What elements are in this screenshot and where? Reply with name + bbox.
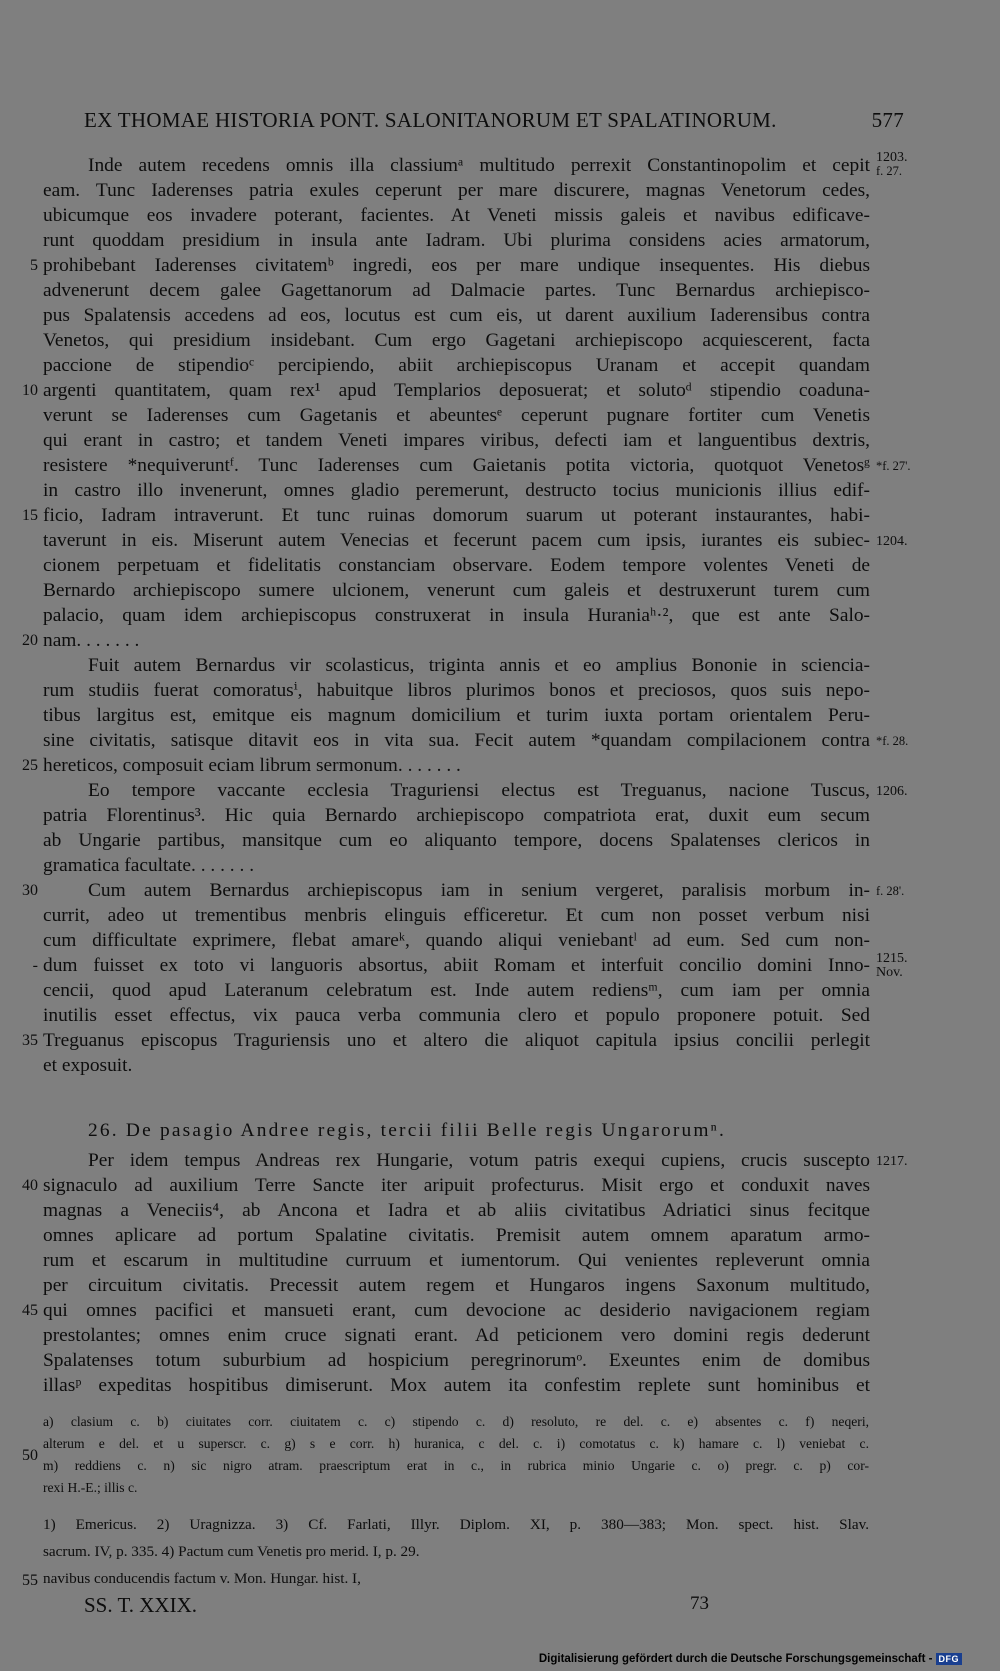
line-number: 25 xyxy=(22,757,38,774)
text-line: Fuit autem Bernardus vir scolasticus, triginta annis et eo amplius Bononie in sciencia- xyxy=(88,655,870,676)
line-number: 50 xyxy=(22,1447,38,1464)
margin-folio: *f. 27'. xyxy=(876,459,911,473)
text-line: ficio, Iadram intraverunt. Et tunc ruinas domorum suarum ut poterant instaurantes, habi- xyxy=(43,505,870,526)
margin-date: 1203. xyxy=(876,150,908,165)
line-number: 10 xyxy=(22,382,38,399)
dfg-logo: DFG xyxy=(936,1653,963,1665)
line-number: 5 xyxy=(30,257,38,274)
footnote-line: sacrum. IV, p. 335. 4) Pactum cum Venetis pro merid. I, p. 29. xyxy=(43,1543,420,1560)
text-line: argenti quantitatem, quam rex¹ apud Templarios deposuerat; et solutoᵈ stipendio coaduna- xyxy=(43,380,870,401)
text-line: patria Florentinus³. Hic quia Bernardo archiepiscopo compatriota erat, duxit eum secum xyxy=(43,805,870,826)
margin-date: Nov. xyxy=(876,965,903,980)
text-line: signaculo ad auxilium Terre Sancte iter aripuit profecturus. Misit ergo et conduxit naves xyxy=(43,1175,870,1196)
text-line: rum studiis fuerat comoratusⁱ, habuitque libros plurimos bonos et preciosos, quos suis nepo- xyxy=(43,680,870,701)
line-number: 15 xyxy=(22,507,38,524)
line-number: 40 xyxy=(22,1177,38,1194)
text-line: cencii, quod apud Lateranum celebratum est. Inde autem rediensᵐ, cum iam per omnia xyxy=(43,980,870,1001)
line-number: - xyxy=(32,957,38,974)
text-line: gramatica facultate. . . . . . . xyxy=(43,855,255,876)
text-line: ab Ungarie partibus, mansitque cum eo aliquanto tempore, docens Spalatenses clericos in xyxy=(43,830,870,851)
line-number: 20 xyxy=(22,632,38,649)
text-line: Inde autem recedens omnis illa classiumᵃ multitudo perrexit Constantinopolim et cepit xyxy=(88,155,870,176)
header-title: EX THOMAE HISTORIA PONT. SALONITANORUM ET SPALATINORUM. xyxy=(84,108,777,132)
line-number: 30 xyxy=(22,882,38,899)
text-line: cum difficultate exprimere, flebat amareᵏ, quando aliqui veniebantˡ ad eum. Sed cum non- xyxy=(43,930,870,951)
text-line: prestolantes; omnes enim cruce signati erant. Ad peticionem vero domini regis dederunt xyxy=(43,1325,870,1346)
text-line: pus Spalatensis accedens ad eos, locutus est cum eis, ut darent auxilium Iaderensibus contra xyxy=(43,305,870,326)
text-line: et exposuit. xyxy=(43,1055,133,1076)
text-line: palacio, quam idem archiepiscopus construxerat in insula Huraniaʰ·², que est ante Salo- xyxy=(43,605,870,626)
text-line: in castro illo invenerunt, omnes gladio peremerunt, destructo tocius municionis illius edif- xyxy=(43,480,870,501)
text-line: Eo tempore vaccante ecclesia Traguriensi electus est Treguanus, nacione Tuscus, xyxy=(88,780,870,801)
text-line: qui erant in castro; et tandem Veneti impares viribus, defecti iam et languentibus dextris, xyxy=(43,430,870,451)
text-line: Cum autem Bernardus archiepiscopus iam in senium vergeret, paralisis morbum in- xyxy=(88,880,870,901)
text-line: taverunt in eis. Miserunt autem Venecias et fecerunt pacem cum ipsis, iurantes eis subiec- xyxy=(43,530,870,551)
margin-folio: *f. 28. xyxy=(876,734,909,748)
apparatus-line: a) clasium c. b) ciuitates corr. ciuitatem c. c) stipendo c. d) resoluto, re del. c. e) absentes c. f) neqeri, xyxy=(43,1414,869,1429)
apparatus-line: alterum e del. et u superscr. c. g) s e corr. h) huranica, c del. c. i) comotatus c. k) hamare c. l) veniebat c. xyxy=(43,1436,869,1451)
sheet-number: 73 xyxy=(690,1593,709,1614)
text-line: prohibebant Iaderenses civitatemᵇ ingredi, eos per mare undique insequentes. His diebus xyxy=(43,255,870,276)
line-number: 45 xyxy=(22,1302,38,1319)
text-line: dum fuisset ex toto vi languoris absortus, abiit Romam et interfuit concilio domini Inno- xyxy=(43,955,870,976)
digitization-credit xyxy=(539,1653,962,1665)
margin-date: 1215. xyxy=(876,951,908,966)
text-line: Per idem tempus Andreas rex Hungarie, votum patris exequi cupiens, crucis suscepto xyxy=(88,1150,870,1171)
margin-folio: f. 27. xyxy=(876,164,903,178)
credit-text: Digitalisierung gefördert durch die Deutsche Forschungsgemeinschaft - xyxy=(538,1653,933,1665)
text-line: Venetos, qui presidium insidebant. Cum ergo Gagetani archiepiscopo acquiescerent, facta xyxy=(43,330,870,351)
text-line: ubicumque eos invadere poterant, facientes. At Veneti missis galeis et navibus edificave- xyxy=(43,205,870,226)
text-line: rum et escarum in multitudine curruum et iumentorum. Qui venientes repleverunt omnia xyxy=(43,1250,870,1271)
text-line: paccione de stipendioᶜ percipiendo, abiit archiepiscopus Uranam et accepit quandam xyxy=(43,355,870,376)
footnote-line: navibus conducendis factum v. Mon. Hungar. hist. I, xyxy=(43,1570,361,1587)
text-line: inutilis esset effectus, vix pauca verba communia clero et populo proponere potuit. Sed xyxy=(43,1005,870,1026)
text-line: advenerunt decem galee Gagettanorum ad Dalmacie partes. Tunc Bernardus archiepisco- xyxy=(43,280,870,301)
text-line: sine civitatis, satisque ditavit eos in vita sua. Fecit autem *quandam compilacionem contra xyxy=(43,730,870,751)
text-line: Bernardo archiepiscopo sumere ulcionem, venerunt cum galeis et destruxerunt turem cum xyxy=(43,580,870,601)
line-number: 55 xyxy=(22,1572,38,1589)
signature-mark: SS. T. XXIX. xyxy=(84,1593,197,1617)
text-line: runt quoddam presidium in insula ante Iadram. Ubi plurima considens acies armatorum, xyxy=(43,230,870,251)
apparatus-line: m) reddiens c. n) sic nigro atram. praescriptum erat in c., in rubrica minio Ungarie c. o) pregr. c. p) cor- xyxy=(43,1458,869,1473)
text-line: resistere *nequiveruntᶠ. Tunc Iaderenses cum Gaietanis potita victoria, quotquot Venetosᵍ xyxy=(43,455,870,476)
text-line: cionem perpetuam et fidelitatis constanciam observare. Eodem tempore volentes Veneti de xyxy=(43,555,870,576)
text-line: illasᵖ expeditas hospitibus dimiserunt. Mox autem ita confestim replete sunt hominibus et xyxy=(43,1375,870,1396)
text-line: omnes aplicare ad portum Spalatine civitatis. Premisit autem omnem aparatum armo- xyxy=(43,1225,870,1246)
text-line: qui omnes pacifici et mansueti erant, cum devocione ac desiderio navigacionem regiam xyxy=(43,1300,870,1321)
text-line: Treguanus episcopus Traguriensis uno et altero die aliquot capitula ipsius concilii perlegit xyxy=(43,1030,870,1051)
margin-folio: f. 28'. xyxy=(876,884,905,898)
text-line: eam. Tunc Iaderenses patria exules ceperunt per mare discurere, magnas Venetorum cedes, xyxy=(43,180,870,201)
text-line: currit, adeo ut trementibus menbris elinguis efficeretur. Et cum non posset verbum nisi xyxy=(43,905,870,926)
text-line: per circuitum civitatis. Precessit autem regem et Hungaros ingens Saxonum multitudo, xyxy=(43,1275,870,1296)
section-heading: 26. De pasagio Andree regis, tercii filii Belle regis Ungarorumⁿ. xyxy=(88,1120,727,1141)
margin-date: 1217. xyxy=(876,1154,908,1169)
text-line: tibus largitus est, emitque eis magnum domicilium et turim iuxta portam orientalem Peru- xyxy=(43,705,870,726)
text-line: nam. . . . . . . xyxy=(43,630,140,651)
text-line: verunt se Iaderenses cum Gagetanis et abeuntesᵉ ceperunt pugnare fortiter cum Venetis xyxy=(43,405,870,426)
line-number: 35 xyxy=(22,1032,38,1049)
text-line: Spalatenses totum suburbium ad hospicium peregrinorumᵒ. Exeuntes enim de domibus xyxy=(43,1350,870,1371)
margin-date: 1204. xyxy=(876,534,908,549)
text-line: magnas a Veneciis⁴, ab Ancona et Iadra et ab aliis civitatibus Adriatici sinus fecitque xyxy=(43,1200,870,1221)
margin-date: 1206. xyxy=(876,784,908,799)
page-number: 577 xyxy=(871,108,904,132)
footnote-line: 1) Emericus. 2) Uragnizza. 3) Cf. Farlati, Illyr. Diplom. XI, p. 380—383; Mon. spect. hist. Slav. xyxy=(43,1516,869,1533)
text-line: hereticos, composuit eciam librum sermonum. . . . . . . xyxy=(43,755,461,776)
apparatus-line: rexi H.-E.; illis c. xyxy=(43,1480,138,1495)
